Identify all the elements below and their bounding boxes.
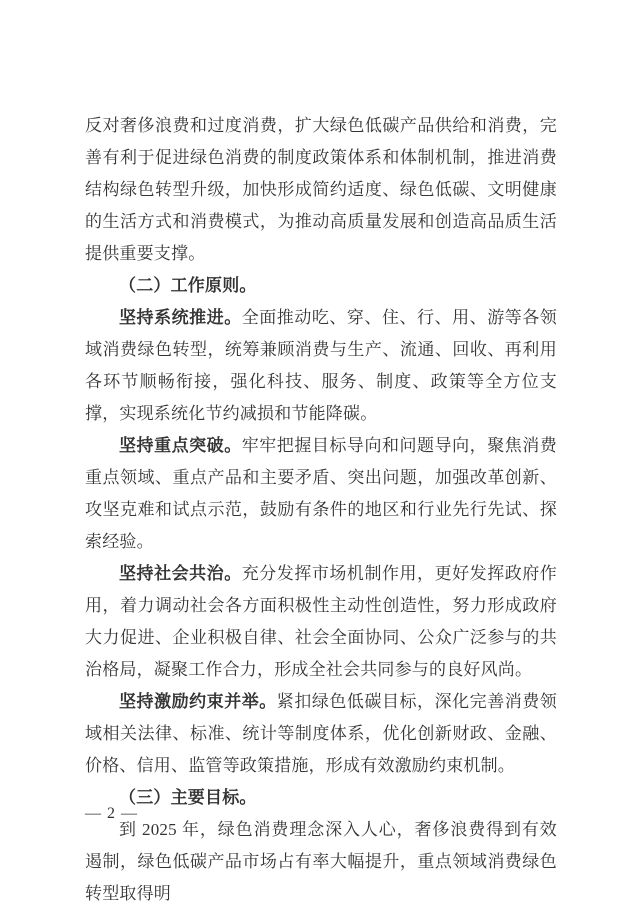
section-heading-text: （三）主要目标。 [119,788,257,807]
paragraph-text: 到 2025 年，绿色消费理念深入人心，奢侈浪费得到有效遏制，绿色低碳产品市场占有率大幅提升，重点领域消费绿色转型取得明 [85,820,557,903]
principle-lead: 坚持激励约束并举。 [119,692,277,711]
target-paragraph [85,814,557,905]
paragraph-text: 反对奢侈浪费和过度消费，扩大绿色低碳产品供给和消费，完善有利于促进绿色消费的制度政策体系和体制机制，推进消费结构绿色转型升级，加快形成简约适度、绿色低碳、文明健康的生活方式和消费模式，为推动高质量发展和创造高品质生活提供重要支撑。 [85,116,557,263]
paragraph-text: 紧扣绿色低碳目标，深化完善消费领域相关法律、标准、统计等制度体系，优化创新财政、金融、价格、信用、监管等政策措施，形成有效激励约束机制。 [85,692,557,775]
paragraph-text: 充分发挥市场机制作用，更好发挥政府作用，着力调动社会各方面积极性主动性创造性，努力形成政府大力促进、企业积极自律、社会全面协同、公众广泛参与的共治格局，凝聚工作合力，形成全社会共同参与的良好风尚。 [85,564,557,679]
section-heading [85,270,557,302]
document-body [85,110,557,905]
page-number: — 2 — [85,805,138,822]
principle-paragraph [85,686,557,782]
paragraph-text: 牢牢把握目标导向和问题导向，聚焦消费重点领域、重点产品和主要矛盾、突出问题，加强改革创新、攻坚克难和试点示范，鼓励有条件的地区和行业先行先试、探索经验。 [85,436,557,551]
principle-paragraph [85,430,557,558]
paragraph-continuation [85,110,557,270]
principle-lead: 坚持社会共治。 [119,564,242,583]
paragraph-text: 全面推动吃、穿、住、行、用、游等各领域消费绿色转型，统筹兼顾消费与生产、流通、回收、再利用各环节顺畅衔接，强化科技、服务、制度、政策等全方位支撑，实现系统化节约减损和节能降碳。 [85,308,557,423]
principle-paragraph [85,558,557,686]
principle-lead: 坚持重点突破。 [119,436,242,455]
principle-paragraph [85,302,557,430]
principle-lead: 坚持系统推进。 [119,308,242,327]
section-heading-text: （二）工作原则。 [119,276,257,295]
section-heading [85,782,557,814]
